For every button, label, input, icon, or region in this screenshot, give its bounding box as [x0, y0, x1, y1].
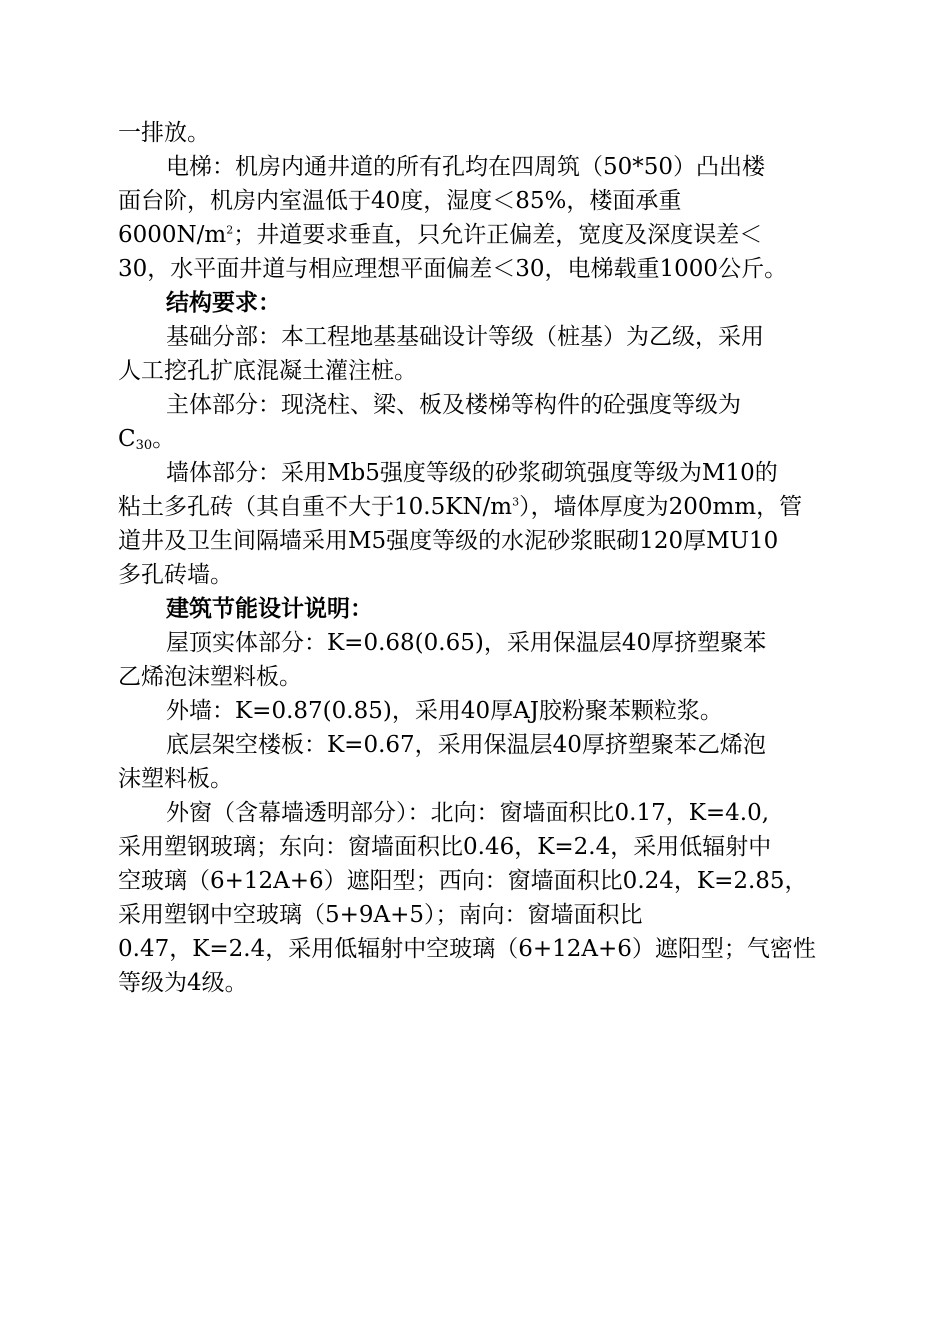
text-line	[118, 218, 836, 252]
text-fragment: ），墙体厚度为200mm，管	[519, 494, 803, 520]
text-line: 主体部分：现浇柱、梁、板及楼梯等构件的砼强度等级为	[166, 392, 741, 418]
section-heading: 结构要求：	[166, 290, 281, 316]
text-line: 沫塑料板。	[118, 766, 233, 792]
text-line	[118, 422, 836, 456]
text-line: 面台阶，机房内室温低于40度，湿度＜85%，楼面承重	[118, 188, 682, 214]
text-fragment: C	[118, 426, 136, 452]
text-line	[118, 490, 836, 524]
section-heading: 建筑节能设计说明：	[166, 596, 373, 622]
text-line: 底层架空楼板：K=0.67，采用保温层40厚挤塑聚苯乙烯泡	[166, 732, 766, 758]
text-line: 一排放。	[118, 120, 210, 146]
text-line: 0.47，K=2.4，采用低辐射中空玻璃（6+12A+6）遮阳型；气密性	[118, 936, 816, 962]
text-fragment: 粘土多孔砖（其自重不大于10.5KN/m	[118, 494, 513, 520]
text-line: 空玻璃（6+12A+6）遮阳型；西向：窗墙面积比0.24，K=2.85，	[118, 868, 808, 894]
subscript: 30	[135, 438, 153, 453]
text-fragment: 6000N/m	[118, 222, 227, 248]
text-line: 屋顶实体部分：K=0.68(0.65)，采用保温层40厚挤塑聚苯	[166, 630, 767, 656]
text-line: 电梯：机房内通井道的所有孔均在四周筑（50*50）凸出楼	[166, 154, 766, 180]
text-fragment: 。	[152, 426, 176, 452]
text-line: 等级为4级。	[118, 970, 248, 996]
text-line: 人工挖孔扩底混凝土灌注桩。	[118, 358, 417, 384]
text-line: 道井及卫生间隔墙采用M5强度等级的水泥砂浆眠砌120厚MU10	[118, 528, 779, 554]
text-fragment: ；井道要求垂直，只允许正偏差，宽度及深度误差＜	[233, 222, 763, 248]
text-line: 外墙：K=0.87(0.85)，采用40厚AJ胶粉聚苯颗粒浆。	[166, 698, 723, 724]
text-line: 墙体部分：采用Mb5强度等级的砂浆砌筑强度等级为M10的	[166, 460, 778, 486]
document-page	[118, 116, 836, 1000]
text-line: 基础分部：本工程地基基础设计等级（桩基）为乙级，采用	[166, 324, 764, 350]
superscript: 3	[512, 495, 520, 509]
text-line: 乙烯泡沫塑料板。	[118, 664, 302, 690]
text-line: 30，水平面井道与相应理想平面偏差＜30，电梯载重1000公斤。	[118, 256, 788, 282]
text-line: 采用塑钢中空玻璃（5+9A+5）；南向：窗墙面积比	[118, 902, 643, 928]
text-line: 采用塑钢玻璃；东向：窗墙面积比0.46，K=2.4，采用低辐射中	[118, 834, 772, 860]
superscript: 2	[226, 223, 234, 237]
text-line: 外窗（含幕墙透明部分）：北向：窗墙面积比0.17，K=4.0,	[166, 800, 770, 826]
text-line: 多孔砖墙。	[118, 562, 233, 588]
